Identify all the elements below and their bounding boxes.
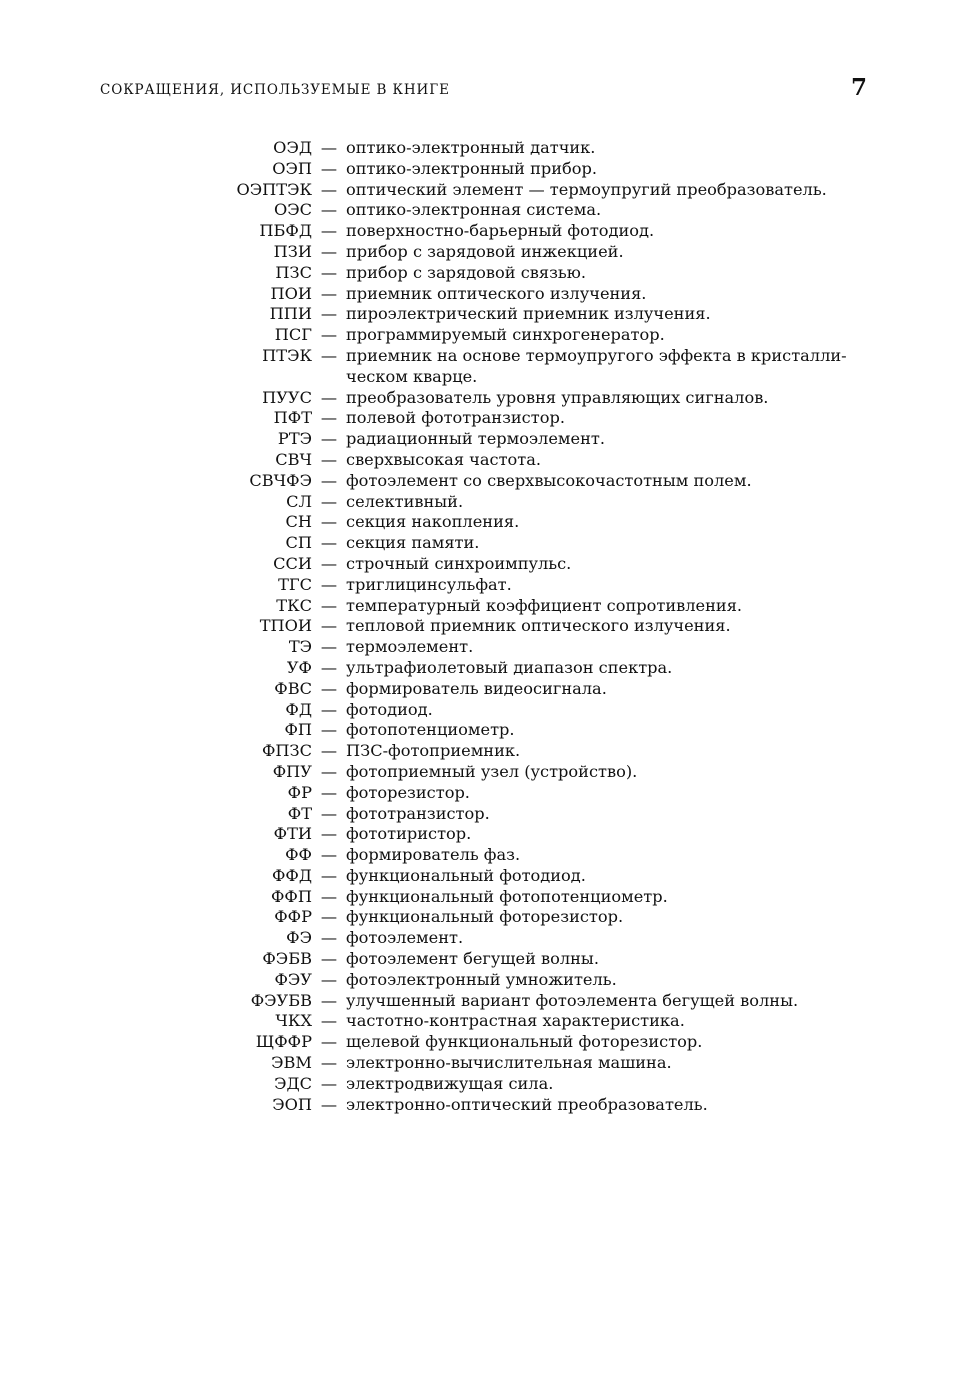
entry-dash: — <box>320 803 338 823</box>
entry-dash: — <box>320 449 338 469</box>
entry-dash: — <box>320 824 338 844</box>
entry-dash: — <box>320 553 338 573</box>
abbreviation-definition: щелевой функциональный фоторезистор. <box>346 1032 703 1052</box>
abbreviation-definition: фотоприемный узел (устройство). <box>346 761 638 781</box>
entry-dash: — <box>320 969 338 989</box>
abbreviation-entry <box>0 970 973 991</box>
abbreviation-definition: программируемый синхрогенератор. <box>346 325 665 345</box>
abbreviation-entry <box>0 263 973 284</box>
abbreviation-term: ФЭУБВ <box>250 990 312 1010</box>
abbreviation-definition: селективный. <box>346 491 464 511</box>
abbreviation-definition: оптико-электронный прибор. <box>346 158 598 178</box>
entry-dash: — <box>320 470 338 490</box>
abbreviation-term: ФР <box>287 782 312 802</box>
entry-dash: — <box>320 262 338 282</box>
abbreviation-definition: улучшенный вариант фотоэлемента бегущей волны. <box>346 990 799 1010</box>
abbreviation-term: ПТЭК <box>262 345 312 365</box>
entry-dash: — <box>320 1053 338 1073</box>
abbreviation-term: ФВС <box>274 678 312 698</box>
abbreviation-entry <box>0 346 973 367</box>
abbreviation-term: ПЗИ <box>273 241 312 261</box>
abbreviation-definition: триглицинсульфат. <box>346 574 512 594</box>
entry-dash: — <box>320 408 338 428</box>
abbreviation-term: ФЭ <box>286 928 312 948</box>
abbreviation-term: ТПОИ <box>259 616 312 636</box>
abbreviation-definition: функциональный фотодиод. <box>346 865 586 885</box>
abbreviation-definition: электронно-оптический преобразователь. <box>346 1094 708 1114</box>
abbreviation-definition: сверхвысокая частота. <box>346 449 542 469</box>
abbreviation-term: ОЭП <box>272 158 312 178</box>
abbreviation-entry <box>0 408 973 429</box>
abbreviation-entry <box>0 1053 973 1074</box>
abbreviation-term: СП <box>285 533 312 553</box>
abbreviation-entry <box>0 700 973 721</box>
entry-dash: — <box>320 304 338 324</box>
entry-dash: — <box>320 429 338 449</box>
abbreviation-entry <box>0 138 973 159</box>
entry-dash: — <box>320 1073 338 1093</box>
abbreviation-definition: поверхностно-барьерный фотодиод. <box>346 221 655 241</box>
abbreviation-definition: прибор с зарядовой связью. <box>346 262 586 282</box>
abbreviation-definition: фотоэлемент бегущей волны. <box>346 949 599 969</box>
abbreviation-entry <box>0 1074 973 1095</box>
abbreviation-term: УФ <box>286 657 312 677</box>
abbreviation-term: СВЧФЭ <box>249 470 312 490</box>
abbreviation-definition: приемник на основе термоупругого эффекта в кристалли- <box>346 345 847 365</box>
entry-dash: — <box>320 699 338 719</box>
abbreviation-term: ПФТ <box>273 408 312 428</box>
abbreviation-term: ЧКХ <box>275 1011 312 1031</box>
abbreviation-term: СН <box>285 512 312 532</box>
abbreviation-entry <box>0 866 973 887</box>
abbreviation-term: ПСГ <box>274 325 312 345</box>
abbreviation-term: ФТИ <box>273 824 312 844</box>
abbreviation-entry <box>0 325 973 346</box>
abbreviation-definition: оптико-электронная система. <box>346 200 602 220</box>
entry-dash: — <box>320 761 338 781</box>
abbreviation-entry <box>0 1011 973 1032</box>
abbreviation-definition: прибор с зарядовой инжекцией. <box>346 241 624 261</box>
abbreviation-entry <box>0 492 973 513</box>
abbreviation-entry <box>0 533 973 554</box>
abbreviation-entry <box>0 741 973 762</box>
abbreviation-term: ТКС <box>276 595 312 615</box>
entry-dash: — <box>320 678 338 698</box>
abbreviation-definition: фотоэлектронный умножитель. <box>346 969 617 989</box>
abbreviation-definition: преобразователь уровня управляющих сигналов. <box>346 387 769 407</box>
abbreviation-definition: секция накопления. <box>346 512 520 532</box>
abbreviation-entry <box>0 804 973 825</box>
abbreviation-term: ФПУ <box>272 761 312 781</box>
abbreviation-term: СВЧ <box>275 449 312 469</box>
abbreviation-entry <box>0 450 973 471</box>
abbreviation-term: ППИ <box>269 304 312 324</box>
abbreviation-definition: фотодиод. <box>346 699 433 719</box>
abbreviation-definition: фототранзистор. <box>346 803 490 823</box>
abbreviation-entry <box>0 1095 973 1116</box>
abbreviation-definition: электродвижущая сила. <box>346 1073 554 1093</box>
entry-dash: — <box>320 325 338 345</box>
abbreviation-entry <box>0 887 973 908</box>
running-head: СОКРАЩЕНИЯ, ИСПОЛЬЗУЕМЫЕ В КНИГЕ <box>100 82 450 98</box>
abbreviation-entry <box>0 471 973 492</box>
abbreviation-definition: оптический элемент — термоупругий преобразователь. <box>346 179 827 199</box>
abbreviation-entry <box>0 554 973 575</box>
abbreviation-term: ПУУС <box>262 387 312 407</box>
entry-dash: — <box>320 138 338 157</box>
abbreviation-term: ЭДС <box>274 1073 312 1093</box>
entry-dash: — <box>320 907 338 927</box>
abbreviation-term: ССИ <box>273 553 312 573</box>
abbreviation-definition: фоторезистор. <box>346 782 470 802</box>
abbreviation-entry <box>0 388 973 409</box>
entry-dash: — <box>320 179 338 199</box>
entry-dash: — <box>320 158 338 178</box>
abbreviation-definition: ПЗС-фотоприемник. <box>346 741 521 761</box>
abbreviation-entry <box>0 991 973 1012</box>
entry-dash: — <box>320 1094 338 1114</box>
entry-dash: — <box>320 387 338 407</box>
abbreviation-term: ПБФД <box>259 221 312 241</box>
abbreviation-definition: температурный коэффициент сопротивления. <box>346 595 743 615</box>
abbreviation-term: ФД <box>285 699 312 719</box>
entry-dash: — <box>320 949 338 969</box>
abbreviation-definition: строчный синхроимпульс. <box>346 553 572 573</box>
entry-dash: — <box>320 741 338 761</box>
abbreviation-entry <box>0 658 973 679</box>
abbreviation-term: ФФ <box>285 845 312 865</box>
abbreviation-term: ФЭБВ <box>262 949 312 969</box>
entry-dash: — <box>320 845 338 865</box>
entry-dash: — <box>320 865 338 885</box>
abbreviation-list <box>0 138 973 1115</box>
abbreviation-term: ОЭПТЭК <box>236 179 312 199</box>
abbreviation-entry <box>0 200 973 221</box>
abbreviation-term: ОЭС <box>273 200 312 220</box>
abbreviation-definition: ческом кварце. <box>346 366 478 386</box>
abbreviation-term: ТГС <box>278 574 312 594</box>
abbreviation-entry <box>0 616 973 637</box>
abbreviation-entry <box>0 1032 973 1053</box>
entry-dash: — <box>320 637 338 657</box>
abbreviation-definition: формирователь видеосигнала. <box>346 678 607 698</box>
entry-dash: — <box>320 283 338 303</box>
abbreviation-definition: термоэлемент. <box>346 637 474 657</box>
entry-dash: — <box>320 1011 338 1031</box>
entry-dash: — <box>320 1032 338 1052</box>
abbreviation-term: ЩФФР <box>255 1032 312 1052</box>
abbreviation-entry <box>0 512 973 533</box>
entry-dash: — <box>320 512 338 532</box>
abbreviation-entry-continuation <box>0 367 973 388</box>
entry-dash: — <box>320 345 338 365</box>
abbreviation-entry <box>0 221 973 242</box>
entry-dash: — <box>320 241 338 261</box>
abbreviation-definition: полевой фототранзистор. <box>346 408 565 428</box>
abbreviation-entry <box>0 845 973 866</box>
entry-dash: — <box>320 720 338 740</box>
abbreviation-entry <box>0 720 973 741</box>
entry-dash: — <box>320 491 338 511</box>
abbreviation-term: ПОИ <box>270 283 312 303</box>
abbreviation-entry <box>0 159 973 180</box>
abbreviation-definition: фотоэлемент. <box>346 928 464 948</box>
entry-dash: — <box>320 533 338 553</box>
abbreviation-term: СЛ <box>286 491 312 511</box>
abbreviation-term: ОЭД <box>273 138 312 157</box>
entry-dash: — <box>320 782 338 802</box>
abbreviation-entry <box>0 242 973 263</box>
abbreviation-definition: формирователь фаз. <box>346 845 521 865</box>
entry-dash: — <box>320 200 338 220</box>
abbreviation-entry <box>0 783 973 804</box>
abbreviation-term: ФФП <box>271 886 312 906</box>
abbreviation-entry <box>0 304 973 325</box>
abbreviation-definition: ультрафиолетовый диапазон спектра. <box>346 657 673 677</box>
abbreviation-term: ЭОП <box>272 1094 312 1114</box>
abbreviation-definition: тепловой приемник оптического излучения. <box>346 616 731 636</box>
abbreviation-term: ФФД <box>271 865 312 885</box>
page-number: 7 <box>850 74 867 101</box>
abbreviation-term: РТЭ <box>277 429 312 449</box>
entry-dash: — <box>320 990 338 1010</box>
abbreviation-entry <box>0 679 973 700</box>
abbreviation-definition: приемник оптического излучения. <box>346 283 647 303</box>
abbreviation-entry <box>0 575 973 596</box>
abbreviation-entry <box>0 949 973 970</box>
abbreviation-definition: функциональный фотопотенциометр. <box>346 886 668 906</box>
abbreviation-definition: электронно-вычислительная машина. <box>346 1053 672 1073</box>
abbreviation-definition: оптико-электронный датчик. <box>346 138 596 157</box>
abbreviation-definition: секция памяти. <box>346 533 480 553</box>
abbreviation-definition: функциональный фоторезистор. <box>346 907 624 927</box>
abbreviation-definition: радиационный термоэлемент. <box>346 429 605 449</box>
entry-dash: — <box>320 221 338 241</box>
entry-dash: — <box>320 928 338 948</box>
entry-dash: — <box>320 616 338 636</box>
abbreviation-term: ФТ <box>287 803 312 823</box>
abbreviation-entry <box>0 928 973 949</box>
abbreviation-term: ЭВМ <box>271 1053 312 1073</box>
entry-dash: — <box>320 886 338 906</box>
abbreviation-entry <box>0 284 973 305</box>
abbreviation-entry <box>0 762 973 783</box>
abbreviation-entry <box>0 907 973 928</box>
abbreviation-entry <box>0 596 973 617</box>
entry-dash: — <box>320 595 338 615</box>
entry-dash: — <box>320 574 338 594</box>
abbreviation-term: ФЭУ <box>274 969 312 989</box>
abbreviation-definition: фотопотенциометр. <box>346 720 515 740</box>
abbreviation-term: ФПЗС <box>261 741 312 761</box>
abbreviation-entry <box>0 429 973 450</box>
abbreviation-term: ПЗС <box>275 262 312 282</box>
abbreviation-term: ФФР <box>274 907 312 927</box>
abbreviation-definition: фототиристор. <box>346 824 472 844</box>
abbreviation-term: ФП <box>284 720 312 740</box>
abbreviation-definition: фотоэлемент со сверхвысокочастотным полем. <box>346 470 752 490</box>
abbreviation-definition: пироэлектрический приемник излучения. <box>346 304 711 324</box>
abbreviation-term: ТЭ <box>288 637 312 657</box>
abbreviation-entry <box>0 824 973 845</box>
abbreviation-definition: частотно-контрастная характеристика. <box>346 1011 685 1031</box>
abbreviation-entry <box>0 180 973 201</box>
abbreviation-entry <box>0 637 973 658</box>
entry-dash: — <box>320 657 338 677</box>
